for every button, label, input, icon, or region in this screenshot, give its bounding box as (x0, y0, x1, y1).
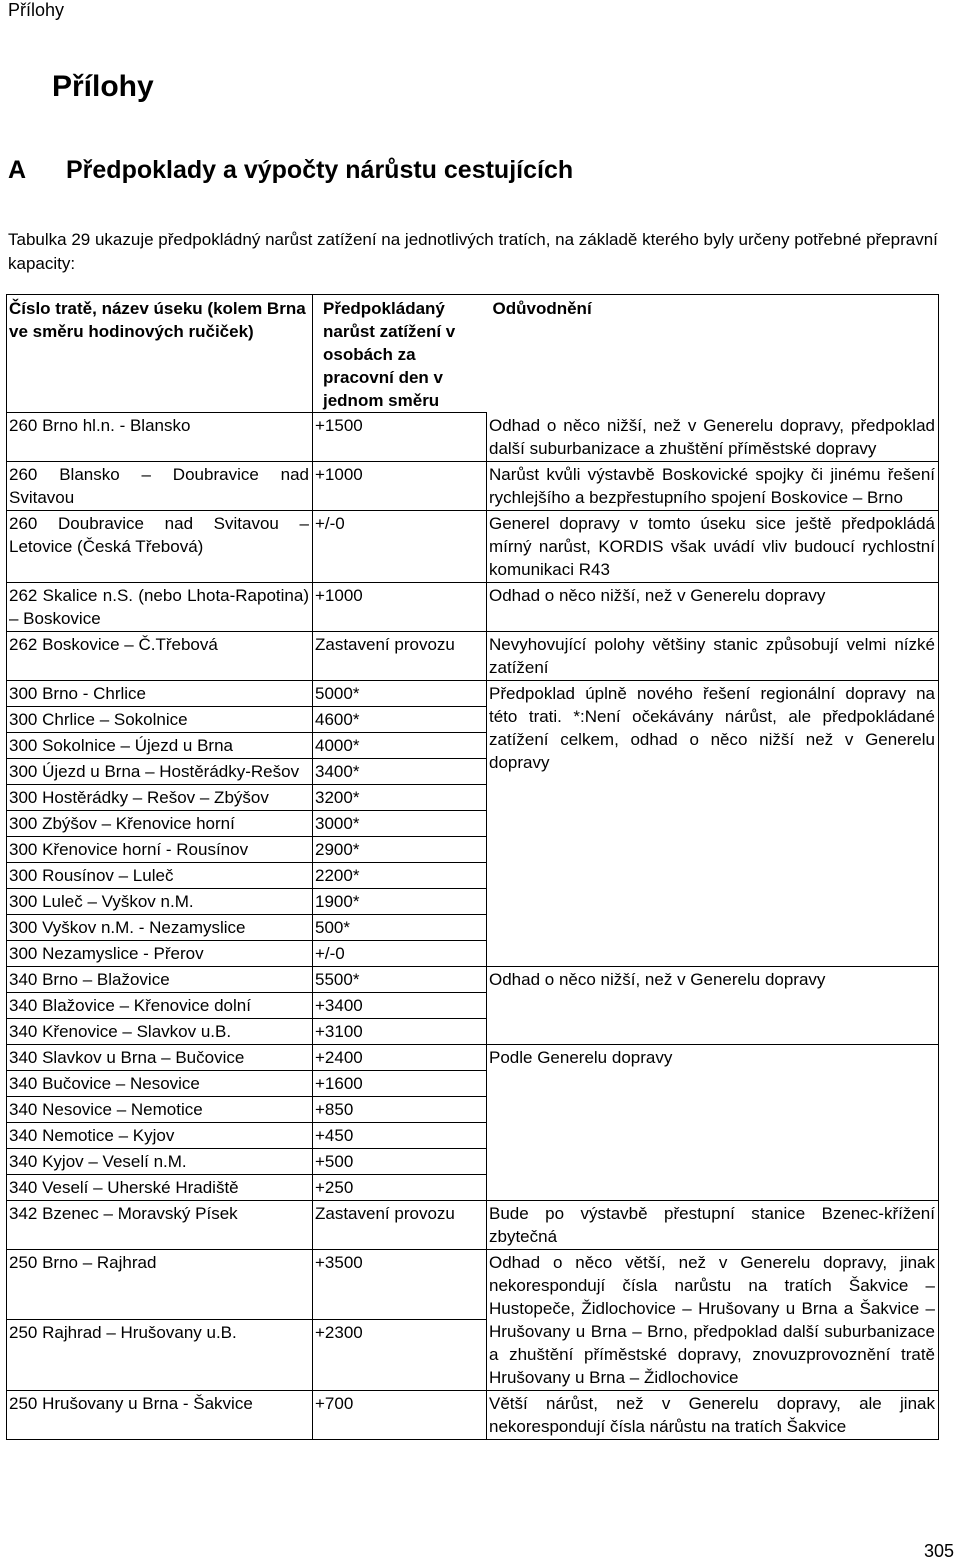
growth-cell: +1600 (313, 1070, 487, 1096)
header-growth: Předpokládaný narůst zatížení v osobách za pracovní den v jednom směru (313, 295, 487, 413)
route-cell: 340 Nesovice – Nemotice (7, 1096, 313, 1122)
route-cell: 260 Doubravice nad Svitavou – Letovice (Česká Třebová) (7, 510, 313, 582)
growth-cell: +2300 (313, 1320, 487, 1391)
capacity-table (6, 294, 939, 1440)
growth-cell: 3000* (313, 810, 487, 836)
route-cell: 342 Bzenec – Moravský Písek (7, 1200, 313, 1249)
growth-cell: 4600* (313, 706, 487, 732)
table-header-row (7, 295, 939, 413)
reason-cell: Odhad o něco nižší, než v Generelu dopravy (487, 966, 939, 1044)
table-row (7, 1200, 939, 1249)
table-row (7, 1044, 939, 1070)
route-cell: 300 Luleč – Vyškov n.M. (7, 888, 313, 914)
growth-cell: +3400 (313, 992, 487, 1018)
route-cell: 340 Blažovice – Křenovice dolní (7, 992, 313, 1018)
route-cell: 340 Brno – Blažovice (7, 966, 313, 992)
growth-cell: +850 (313, 1096, 487, 1122)
table-row (7, 510, 939, 582)
route-cell: 300 Rousínov – Luleč (7, 862, 313, 888)
route-cell: 300 Chrlice – Sokolnice (7, 706, 313, 732)
reason-cell: Větší nárůst, než v Generelu dopravy, ale jinak nekorespondují čísla nárůstu na tratích Šakvice (487, 1390, 939, 1439)
route-cell: 300 Brno - Chrlice (7, 680, 313, 706)
growth-cell: +/-0 (313, 510, 487, 582)
growth-cell: +1500 (313, 413, 487, 462)
header-reason: Odůvodnění (487, 295, 939, 413)
route-cell: 340 Veselí – Uherské Hradiště (7, 1174, 313, 1200)
route-cell: 250 Rajhrad – Hrušovany u.B. (7, 1320, 313, 1391)
chapter-title: Přílohy (52, 70, 154, 103)
header-route: Číslo tratě, název úseku (kolem Brna ve směru hodinových ručiček) (7, 295, 313, 413)
growth-cell: 2200* (313, 862, 487, 888)
route-cell: 300 Zbýšov – Křenovice horní (7, 810, 313, 836)
growth-cell: 1900* (313, 888, 487, 914)
route-cell: 340 Křenovice – Slavkov u.B. (7, 1018, 313, 1044)
growth-cell: 3400* (313, 758, 487, 784)
route-cell: 260 Brno hl.n. - Blansko (7, 413, 313, 462)
growth-cell: +3100 (313, 1018, 487, 1044)
table-body (7, 413, 939, 1440)
route-cell: 340 Kyjov – Veselí n.M. (7, 1148, 313, 1174)
growth-cell: 3200* (313, 784, 487, 810)
reason-cell: Generel dopravy v tomto úseku sice ještě předpokládá mírný narůst, KORDIS však uvádí vliv budoucí rychlostní komunikaci R43 (487, 510, 939, 582)
route-cell: 260 Blansko – Doubravice nad Svitavou (7, 461, 313, 510)
route-cell: 340 Slavkov u Brna – Bučovice (7, 1044, 313, 1070)
reason-cell: Odhad o něco nižší, než v Generelu dopravy (487, 582, 939, 631)
section-letter: A (8, 156, 27, 184)
table-row (7, 1390, 939, 1439)
growth-cell: +700 (313, 1390, 487, 1439)
section-title: Předpoklady a výpočty nárůstu cestujících (66, 156, 574, 184)
growth-cell: 500* (313, 914, 487, 940)
growth-cell: +2400 (313, 1044, 487, 1070)
route-cell: 300 Hostěrádky – Rešov – Zbýšov (7, 784, 313, 810)
table-row (7, 966, 939, 992)
route-cell: 300 Vyškov n.M. - Nezamyslice (7, 914, 313, 940)
growth-cell: +/-0 (313, 940, 487, 966)
reason-cell: Odhad o něco nižší, než v Generelu dopravy, předpoklad další suburbanizace a zhuštění příměstské dopravy (487, 413, 939, 462)
growth-cell: +500 (313, 1148, 487, 1174)
table-row (7, 680, 939, 706)
growth-cell: 4000* (313, 732, 487, 758)
table-row (7, 1249, 939, 1320)
growth-cell: +1000 (313, 461, 487, 510)
route-cell: 250 Brno – Rajhrad (7, 1249, 313, 1320)
growth-cell: +1000 (313, 582, 487, 631)
reason-cell: Bude po výstavbě přestupní stanice Bzenec-křížení zbytečná (487, 1200, 939, 1249)
growth-cell: +3500 (313, 1249, 487, 1320)
route-cell: 300 Nezamyslice - Přerov (7, 940, 313, 966)
route-cell: 340 Bučovice – Nesovice (7, 1070, 313, 1096)
growth-cell: +450 (313, 1122, 487, 1148)
growth-cell: +250 (313, 1174, 487, 1200)
table-row (7, 582, 939, 631)
growth-cell: 5500* (313, 966, 487, 992)
route-cell: 262 Skalice n.S. (nebo Lhota-Rapotina) – Boskovice (7, 582, 313, 631)
section-heading (8, 156, 573, 185)
growth-cell: 2900* (313, 836, 487, 862)
page-number: 305 (923, 1541, 954, 1561)
route-cell: 262 Boskovice – Č.Třebová (7, 631, 313, 680)
table-row (7, 461, 939, 510)
reason-cell: Nevyhovující polohy většiny stanic způsobují velmi nízké zatížení (487, 631, 939, 680)
reason-cell: Narůst kvůli výstavbě Boskovické spojky či jinému řešení rychlejšího a bezpřestupního spojení Boskovice – Brno (487, 461, 939, 510)
growth-cell: Zastavení provozu (313, 1200, 487, 1249)
route-cell: 300 Křenovice horní - Rousínov (7, 836, 313, 862)
route-cell: 300 Sokolnice – Újezd u Brna (7, 732, 313, 758)
route-cell: 250 Hrušovany u Brna - Šakvice (7, 1390, 313, 1439)
reason-cell: Odhad o něco větší, než v Generelu dopravy, jinak nekorespondují čísla narůstu na tratích Šakvice – Hustopeče, Židlochovice – Hrušovany u Brna a Šakvice – Hrušovany u Brna – Brno, předpoklad další suburbanizace a zhuštění příměstské dopravy, znovuzprovoznění tratě Hrušovany u Brna – Židlochovice (487, 1249, 939, 1390)
reason-cell: Předpoklad úplně nového řešení regionální dopravy na této trati. *:Není očekávány nárůst, ale předpokládané zatížení celkem, odhad o něco nižší než v Generelu dopravy (487, 680, 939, 966)
running-header: Přílohy (8, 0, 65, 20)
intro-paragraph: Tabulka 29 ukazuje předpokládný narůst zatížení na jednotlivých tratích, na základě kterého byly určeny potřebné přepravní kapacity: (8, 230, 938, 273)
table-row (7, 631, 939, 680)
route-cell: 340 Nemotice – Kyjov (7, 1122, 313, 1148)
growth-cell: 5000* (313, 680, 487, 706)
route-cell: 300 Újezd u Brna – Hostěrádky-Rešov (7, 758, 313, 784)
table-row (7, 413, 939, 462)
growth-cell: Zastavení provozu (313, 631, 487, 680)
reason-cell: Podle Generelu dopravy (487, 1044, 939, 1200)
